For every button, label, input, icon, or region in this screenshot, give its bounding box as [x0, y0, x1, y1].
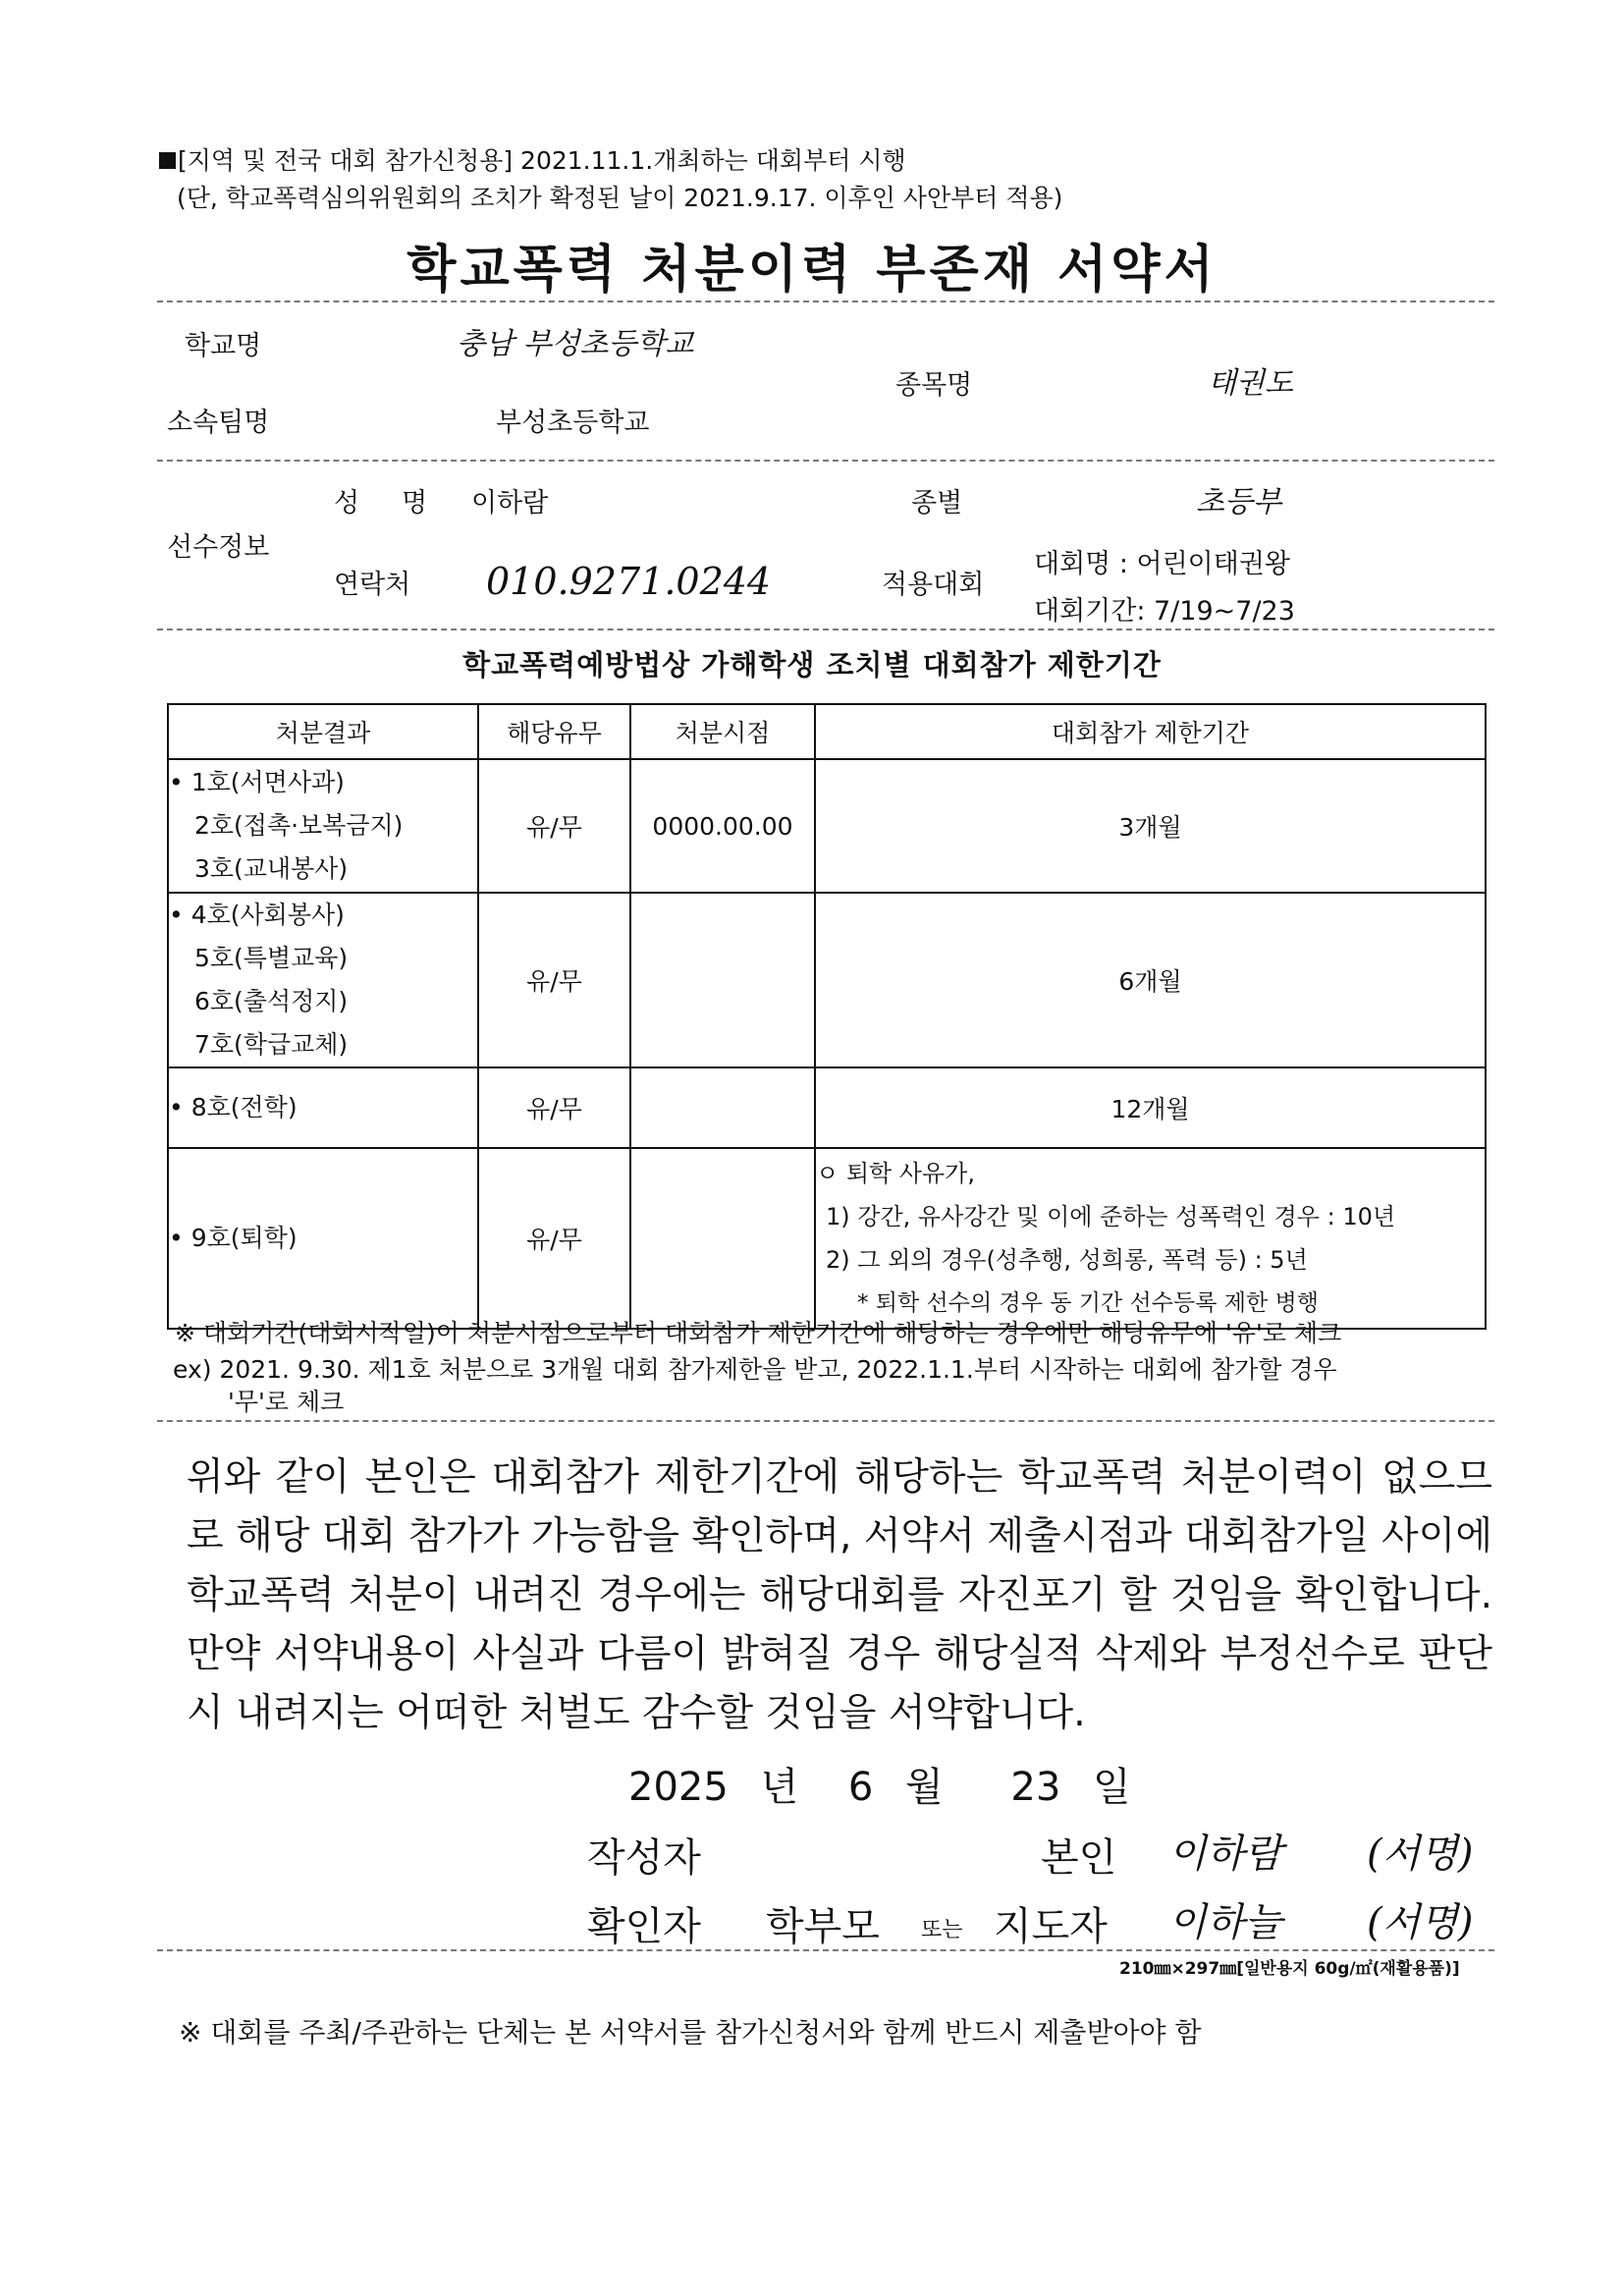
school-name-label: 학교명: [185, 331, 262, 361]
coach-label: 지도자: [994, 1904, 1108, 1949]
category-value: 초등부: [1196, 485, 1281, 519]
player-name-label: 성 명: [334, 488, 436, 519]
self-label: 본인: [1041, 1835, 1117, 1881]
contact-label: 연락처: [334, 570, 411, 600]
team-value: 부성초등학교: [496, 408, 650, 438]
header-date: 처분시점: [630, 704, 815, 759]
period-cell: 3개월: [815, 759, 1486, 893]
footer-note: ※ 대회를 주최/주관하는 단체는 본 서약서를 참가신청서와 함께 반드시 제출받아야 함: [179, 2016, 1202, 2049]
coach-signature: 이하늘: [1168, 1900, 1282, 1945]
square-bullet-icon: [159, 152, 176, 169]
competition-label: 적용대회: [882, 570, 985, 600]
row-items: • 8호(전학): [168, 1067, 478, 1148]
date-cell: [630, 1067, 815, 1148]
player-name-value: 이하람: [471, 488, 549, 519]
period-cell: 12개월: [815, 1067, 1486, 1148]
date-cell: [630, 1148, 815, 1329]
divider: [157, 1420, 1494, 1422]
applicable-cell: 유/무: [478, 1148, 630, 1329]
note-1: ※ 대회기간(대회시작일)이 처분시점으로부터 대회참가 제한기간에 해당하는 경우에만 해당유무에 '유'로 체크: [175, 1319, 1342, 1347]
notice-line-2: (단, 학교폭력심의위원회의 조치가 확정된 날이 2021.9.17. 이후인 사안부터 적용): [177, 184, 1063, 212]
or-label: 또는: [921, 1918, 963, 1942]
table-row: [168, 893, 1486, 1067]
applicable-cell: 유/무: [478, 759, 630, 893]
event-label: 종목명: [895, 370, 973, 401]
row-items: • 4호(사회봉사) 5호(특별교육) 6호(출석정지) 7호(학급교체): [168, 893, 478, 1067]
divider: [157, 301, 1494, 302]
school-name-value: 충남 부성초등학교: [457, 327, 694, 361]
date-cell: [630, 893, 815, 1067]
table-row: [168, 1067, 1486, 1148]
row-items: • 1호(서면사과) 2호(접촉·보복금지) 3호(교내봉사): [168, 759, 478, 893]
divider: [157, 460, 1494, 462]
self-signature: 이하람: [1168, 1831, 1282, 1877]
contact-value: 010.9271.0244: [486, 560, 772, 603]
document-title: 학교폭력 처분이력 부존재 서약서: [406, 241, 1218, 300]
category-label: 종별: [911, 488, 963, 519]
competition-period: 대회기간: 7/19~7/23: [1034, 596, 1295, 627]
applicable-cell: 유/무: [478, 1067, 630, 1148]
row-items: • 9호(퇴학): [168, 1148, 478, 1329]
paper-spec: 210㎜×297㎜[일반용지 60g/㎡(재활용품)]: [1119, 1959, 1460, 1979]
divider: [157, 1949, 1494, 1951]
pledge-date: 2025 년 6 월 23 일: [628, 1765, 1131, 1810]
table-subtitle: 학교폭력예방법상 가해학생 조치별 대회참가 제한기간: [462, 648, 1162, 682]
date-cell: 0000.00.00: [630, 759, 815, 893]
period-cell: 6개월: [815, 893, 1486, 1067]
parent-label: 학부모: [766, 1904, 880, 1949]
header-period: 대회참가 제한기간: [815, 704, 1486, 759]
divider: [157, 629, 1494, 630]
note-2b: '무'로 체크: [228, 1388, 345, 1416]
confirmer-label: 확인자: [587, 1904, 701, 1949]
applicable-cell: 유/무: [478, 893, 630, 1067]
restriction-table: [167, 703, 1487, 1330]
note-2a: ex) 2021. 9.30. 제1호 처분으로 3개월 대회 참가제한을 받고, 2022.1.1.부터 시작하는 대회에 참가할 경우: [173, 1355, 1337, 1384]
sign-mark: (서명): [1367, 1900, 1474, 1945]
writer-label: 작성자: [587, 1835, 701, 1881]
competition-name: 대회명 : 어린이태권왕: [1034, 549, 1290, 579]
notice-line-1: [지역 및 전국 대회 참가신청용] 2021.11.1.개최하는 대회부터 시행: [159, 141, 906, 177]
header-applicable: 해당유무: [478, 704, 630, 759]
team-label: 소속팀명: [167, 408, 270, 438]
table-row: [168, 759, 1486, 893]
table-header-row: [168, 704, 1486, 759]
pledge-text: 위와 같이 본인은 대회참가 제한기간에 해당하는 학교폭력 처분이력이 없으므로 해당 대회 참가가 가능함을 확인하며, 서약서 제출시점과 대회참가일 사이에 학교폭력 처분이 내려진 경우에는 해당대회를 자진포기 할 것임을 확인합니다. 만약 서약내용이 사실과 다름이 밝혀질 경우 해당실적 삭제와 부정선수로 판단 시 내려지는 어떠한 처벌도 감수할 것임을 서약합니다.: [187, 1455, 1492, 1735]
expulsion-period-cell: ㅇ 퇴학 사유가, 1) 강간, 유사강간 및 이에 준하는 성폭력인 경우 : 10년 2) 그 외의 경우(성추행, 성희롱, 폭력 등) : 5년 * 퇴학 선수의 경우 동 기간 선수등록 제한 병행: [815, 1148, 1486, 1329]
sign-mark: (서명): [1367, 1831, 1474, 1877]
table-row: [168, 1148, 1486, 1329]
player-info-label: 선수정보: [167, 532, 270, 563]
header-result: 처분결과: [168, 704, 478, 759]
event-value: 태권도: [1208, 366, 1293, 401]
